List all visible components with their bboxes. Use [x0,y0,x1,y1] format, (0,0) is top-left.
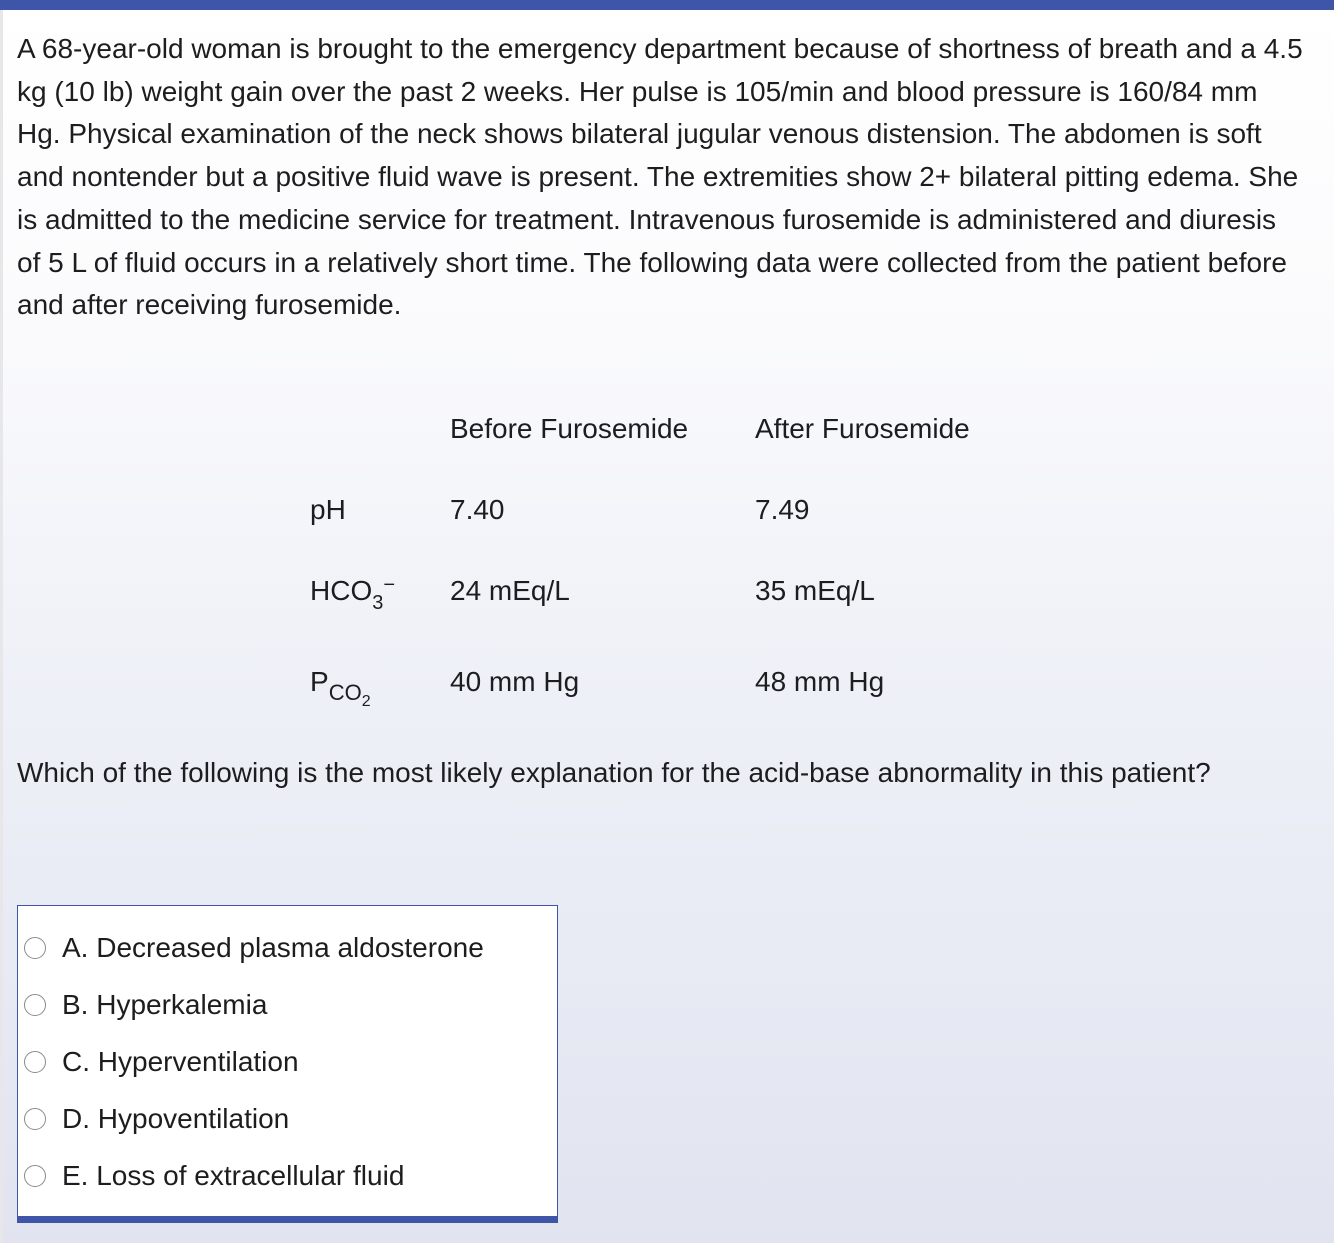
label-ph: pH [310,494,346,525]
answer-option-a[interactable] [24,928,484,968]
top-accent-bar [0,0,1334,10]
header-before-furosemide: Before Furosemide [450,413,689,444]
pco2-label-base: P [310,666,329,697]
ph-before-value: 7.40 [450,494,505,525]
radio-button-a[interactable] [24,937,46,959]
header-after-furosemide: After Furosemide [755,413,970,444]
answer-option-e[interactable] [24,1156,404,1196]
answer-option-a-label: A. Decreased plasma aldosterone [62,932,484,963]
left-border-rule [0,10,3,1243]
hco3-label-superscript: − [383,574,396,596]
hco3-after-value: 35 mEq/L [755,575,875,606]
ph-after-value: 7.49 [755,494,810,525]
label-pco2 [310,666,371,710]
question-prompt: Which of the following is the most likely explanation for the acid-base abnormality in this patient? [17,757,1211,788]
answer-option-b[interactable] [24,985,267,1025]
answer-option-c[interactable] [24,1042,299,1082]
hco3-label-subscript: 3 [372,592,384,614]
pco2-label-subscript-text: CO [328,680,362,705]
hco3-before-value: 24 mEq/L [450,575,570,606]
answer-option-c-label: C. Hyperventilation [62,1046,299,1077]
radio-button-b[interactable] [24,994,46,1016]
pco2-after-value: 48 mm Hg [755,666,885,697]
radio-button-d[interactable] [24,1108,46,1130]
hco3-label-base: HCO [310,575,373,606]
question-stem: A 68-year-old woman is brought to the emergency department because of shortness of breath and a 4.5 kg (10 lb) weight gain over the past 2 weeks. Her pulse is 105/min and blood pressure is 160/84 mm Hg. Physical examination of the neck shows bilateral jugular venous distension. The abdomen is soft and nontender but a positive fluid wave is present. The extremities show 2+ bilateral pitting edema. She is admitted to the medicine service for treatment. Intravenous furosemide is administered and diuresis of 5 L of fluid occurs in a relatively short time. The following data were collected from the patient before and after receiving furosemide. [17,33,1303,321]
answer-option-d[interactable] [24,1099,289,1139]
pco2-label-subscript-2: 2 [361,693,371,710]
radio-button-e[interactable] [24,1165,46,1187]
pco2-before-value: 40 mm Hg [450,666,580,697]
answer-option-b-label: B. Hyperkalemia [62,989,268,1020]
pco2-label-subscript [328,680,371,710]
answer-option-d-label: D. Hypoventilation [62,1103,290,1134]
answer-option-e-label: E. Loss of extracellular fluid [62,1160,405,1191]
radio-button-c[interactable] [24,1051,46,1073]
label-hco3 [310,574,396,614]
